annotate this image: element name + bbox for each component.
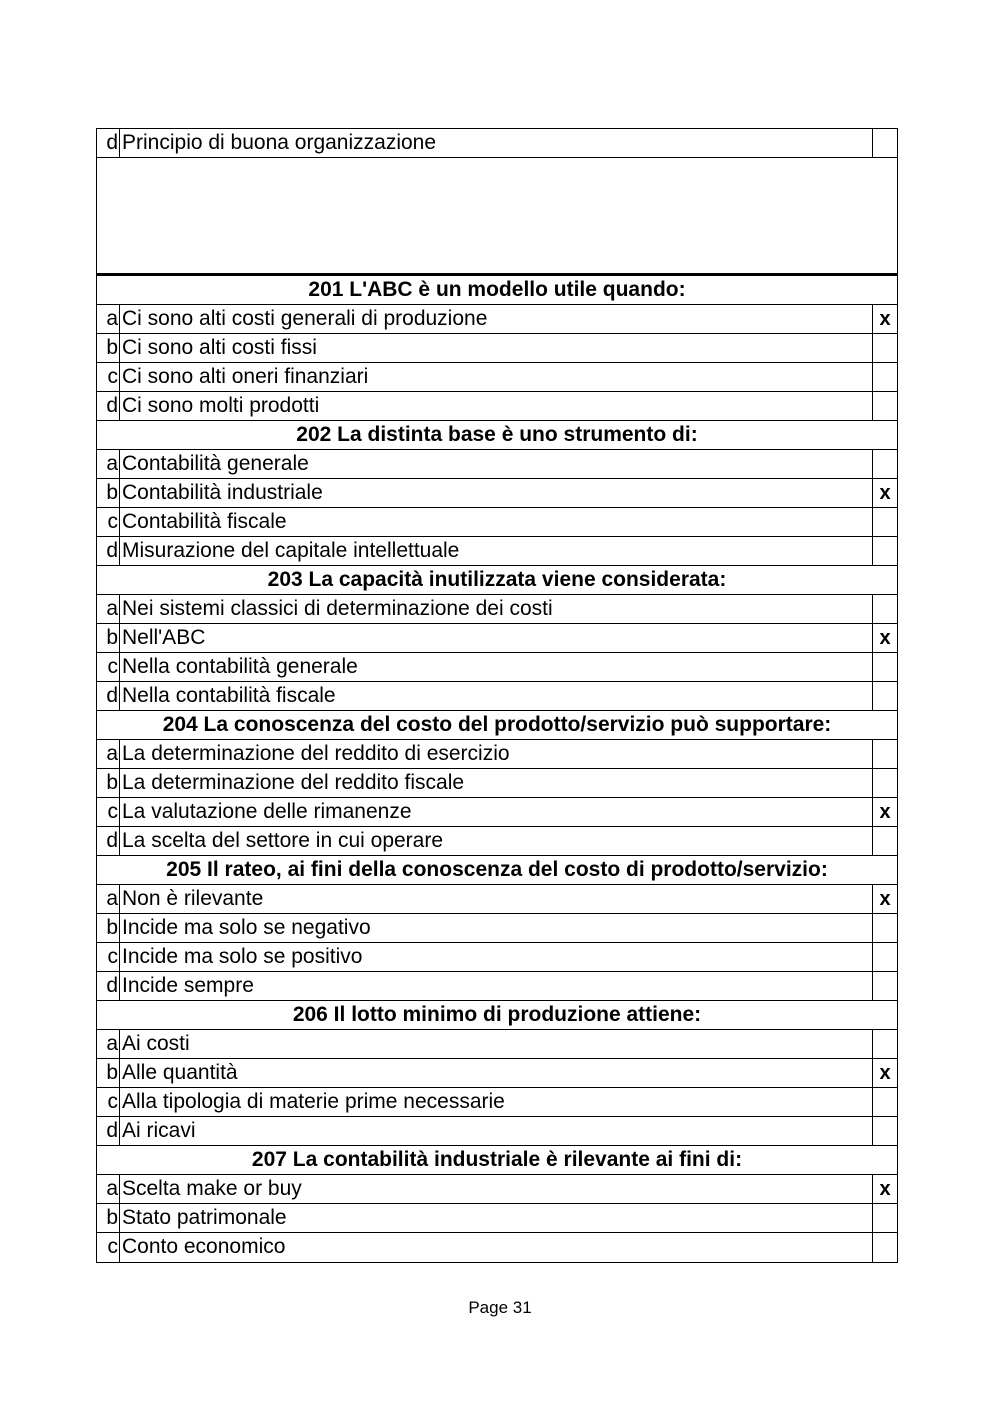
option-row <box>97 129 897 158</box>
option-row <box>97 624 897 653</box>
answer-mark <box>873 740 897 768</box>
option-text: La scelta del settore in cui operare <box>120 827 873 855</box>
option-text: Incide ma solo se positivo <box>120 943 873 971</box>
question-title: 201 L'ABC è un modello utile quando: <box>97 276 897 305</box>
option-text: La valutazione delle rimanenze <box>120 798 873 826</box>
option-text: Nella contabilità generale <box>120 653 873 681</box>
option-row <box>97 943 897 972</box>
answer-mark <box>873 537 897 565</box>
option-letter: b <box>97 624 120 652</box>
answer-mark <box>873 769 897 797</box>
option-letter: d <box>97 972 120 1000</box>
option-text: Contabilità industriale <box>120 479 873 507</box>
option-row <box>97 1088 897 1117</box>
option-row <box>97 798 897 827</box>
answer-mark: x <box>879 801 891 823</box>
answer-mark <box>873 334 897 362</box>
answer-mark: x <box>879 1062 891 1084</box>
option-text: Scelta make or buy <box>120 1175 873 1203</box>
option-letter: a <box>97 740 120 768</box>
answer-mark <box>873 508 897 536</box>
option-letter: b <box>97 334 120 362</box>
answer-mark: x <box>879 482 891 504</box>
question-title: 207 La contabilità industriale è rilevante ai fini di: <box>97 1146 897 1175</box>
option-text: Conto economico <box>120 1233 873 1262</box>
option-row <box>97 479 897 508</box>
option-text: Ci sono alti costi generali di produzione <box>120 305 873 333</box>
answer-mark <box>873 392 897 420</box>
option-text: Incide sempre <box>120 972 873 1000</box>
option-text: Nella contabilità fiscale <box>120 682 873 710</box>
option-letter: c <box>97 943 120 971</box>
option-row <box>97 450 897 479</box>
option-letter: c <box>97 1233 120 1262</box>
option-text: Contabilità generale <box>120 450 873 478</box>
option-letter: c <box>97 653 120 681</box>
option-text: Non è rilevante <box>120 885 873 913</box>
option-text: Nell'ABC <box>120 624 873 652</box>
option-row <box>97 1233 897 1262</box>
option-row <box>97 595 897 624</box>
answer-mark <box>873 595 897 623</box>
option-letter: d <box>97 682 120 710</box>
option-letter: b <box>97 769 120 797</box>
answer-mark <box>873 943 897 971</box>
question-title: 206 Il lotto minimo di produzione attiene: <box>97 1001 897 1030</box>
answer-mark <box>873 1233 897 1262</box>
option-letter: b <box>97 914 120 942</box>
option-text: Alla tipologia di materie prime necessarie <box>120 1088 873 1116</box>
answer-mark <box>873 129 897 157</box>
option-letter: b <box>97 479 120 507</box>
option-text: Incide ma solo se negativo <box>120 914 873 942</box>
option-row <box>97 972 897 1001</box>
answer-mark <box>873 914 897 942</box>
option-text: Ci sono alti oneri finanziari <box>120 363 873 391</box>
answer-mark <box>873 1030 897 1058</box>
answer-mark <box>873 827 897 855</box>
option-text: Ci sono alti costi fissi <box>120 334 873 362</box>
option-letter: c <box>97 798 120 826</box>
option-row <box>97 885 897 914</box>
answer-mark: x <box>879 888 891 910</box>
option-letter: b <box>97 1204 120 1232</box>
option-letter: a <box>97 305 120 333</box>
answer-mark <box>873 1088 897 1116</box>
option-text: Stato patrimonale <box>120 1204 873 1232</box>
option-row <box>97 653 897 682</box>
option-row <box>97 1204 897 1233</box>
option-row <box>97 334 897 363</box>
answer-mark <box>873 363 897 391</box>
option-row <box>97 1030 897 1059</box>
option-letter: d <box>97 1117 120 1145</box>
answer-mark <box>873 450 897 478</box>
option-row <box>97 1117 897 1146</box>
option-text: La determinazione del reddito fiscale <box>120 769 873 797</box>
option-row <box>97 508 897 537</box>
question-title: 202 La distinta base è uno strumento di: <box>97 421 897 450</box>
option-row <box>97 1059 897 1088</box>
option-text: Ai costi <box>120 1030 873 1058</box>
answer-mark: x <box>879 627 891 649</box>
option-text: Ci sono molti prodotti <box>120 392 873 420</box>
question-title: 203 La capacità inutilizzata viene considerata: <box>97 566 897 595</box>
answer-mark <box>873 682 897 710</box>
page-number: Page 31 <box>468 1298 532 1317</box>
option-text: Nei sistemi classici di determinazione dei costi <box>120 595 873 623</box>
option-text: Alle quantità <box>120 1059 873 1087</box>
answer-mark <box>873 1117 897 1145</box>
option-letter: a <box>97 1030 120 1058</box>
question-title: 205 Il rateo, ai fini della conoscenza del costo di prodotto/servizio: <box>97 856 897 885</box>
option-letter: a <box>97 595 120 623</box>
option-letter: a <box>97 450 120 478</box>
questions-list <box>97 276 897 1262</box>
option-letter: d <box>97 537 120 565</box>
answer-mark <box>873 1204 897 1232</box>
option-row <box>97 740 897 769</box>
option-row <box>97 1175 897 1204</box>
answer-mark: x <box>879 1178 891 1200</box>
option-row <box>97 537 897 566</box>
option-letter: b <box>97 1059 120 1087</box>
option-text: Misurazione del capitale intellettuale <box>120 537 873 565</box>
option-letter: d <box>97 392 120 420</box>
option-letter: c <box>97 508 120 536</box>
option-row <box>97 827 897 856</box>
option-text: Ai ricavi <box>120 1117 873 1145</box>
option-row <box>97 363 897 392</box>
option-text: Contabilità fiscale <box>120 508 873 536</box>
option-letter: d <box>97 129 120 157</box>
option-letter: c <box>97 1088 120 1116</box>
option-row <box>97 305 897 334</box>
answer-mark: x <box>879 308 891 330</box>
option-letter: a <box>97 1175 120 1203</box>
answer-mark <box>873 972 897 1000</box>
option-row <box>97 682 897 711</box>
quiz-table <box>96 128 898 1263</box>
question-title: 204 La conoscenza del costo del prodotto/servizio può supportare: <box>97 711 897 740</box>
blank-gap <box>97 158 897 276</box>
option-row <box>97 769 897 798</box>
option-text: Principio di buona organizzazione <box>120 129 873 157</box>
option-letter: a <box>97 885 120 913</box>
option-letter: d <box>97 827 120 855</box>
option-letter: c <box>97 363 120 391</box>
answer-mark <box>873 653 897 681</box>
option-row <box>97 914 897 943</box>
option-row <box>97 392 897 421</box>
option-text: La determinazione del reddito di esercizio <box>120 740 873 768</box>
